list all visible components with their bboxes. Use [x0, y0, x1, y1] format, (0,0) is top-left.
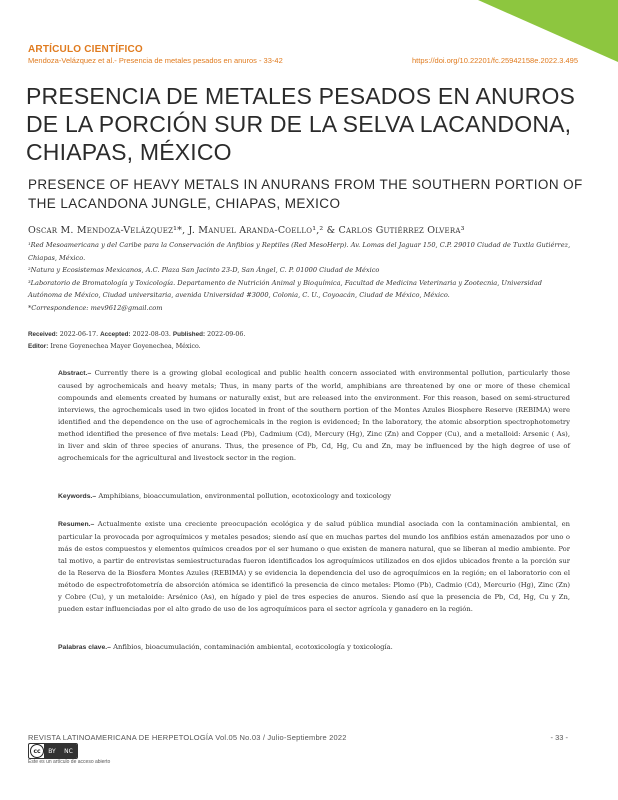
- abstract-text: Currently there is a growing global ecological and public health concern associated with environmental pollution, particularly those caused by agrochemicals and heavy metals; Thus, in many parts of the world, amphibians are threatened by one or more of these chemical compounds and elements created by humans or naturally exist, but are released into the environment. For this reason, based on semi-structured interviews, the agrochemicals used in two ejidos located in front of the southern portion of the Montes Azules Biosphere Reserve (REBIMA) were identified and the dependence on the use of agrochemicals in the region is evidenced; In the laboratory, the atomic absorption spectrophotometry method identified the presence of five metals: Lead (Pb), Cadmium (Cd), Mercury (Hg), Zinc (Zn) and Copper (Cu), and a metalloid: Arsenic ( As), in liver and skin of three species of anurans. Thus, the presence of Pb, Cd, Hg, Cu and Zn, may be influenced by the high degree of use of agrochemicals for the agricultural and livestock sector in the region.: [58, 369, 570, 462]
- received-label: Received:: [28, 331, 58, 338]
- journal-footer: REVISTA LATINOAMERICANA DE HERPETOLOGÍA Vol.05 No.03 / Julio-Septiembre 2022: [28, 733, 347, 742]
- page-number: - 33 -: [550, 733, 568, 742]
- received-date: 2022-06-17.: [59, 331, 99, 338]
- affiliations: [28, 239, 573, 314]
- resumen-label: Resumen.–: [58, 521, 95, 528]
- abstract-label: Abstract.–: [58, 370, 92, 377]
- accepted-label: Accepted:: [100, 331, 131, 338]
- corner-green-tab: [478, 0, 618, 62]
- doi-link[interactable]: https://doi.org/10.22201/fc.25942158e.2022.3.495: [412, 56, 578, 65]
- section-label: ARTÍCULO CIENTÍFICO: [28, 44, 143, 55]
- published-date: 2022-09-06.: [207, 331, 246, 338]
- title-en-line: THE LACANDONA JUNGLE, CHIAPAS, MEXICO: [28, 196, 341, 211]
- running-head: Mendoza-Velázquez et al.- Presencia de metales pesados en anuros - 33-42: [28, 56, 283, 65]
- title-english: [28, 175, 588, 213]
- keywords: [58, 492, 570, 500]
- title-spanish: [26, 82, 586, 166]
- cc-icon: cc: [30, 744, 44, 758]
- authors: Oscar M. Mendoza-Velázquez¹*, J. Manuel Aranda-Coello¹,² & Carlos Gutiérrez Olvera³: [28, 225, 465, 236]
- cc-by-text: BY: [48, 747, 56, 755]
- correspondence: *Correspondence: mev9612@gmail.com: [28, 303, 163, 312]
- cc-by-nc-label: [44, 744, 77, 758]
- palabras-label: Palabras clave.–: [58, 644, 111, 651]
- published-label: Published:: [172, 331, 206, 338]
- title-es-line: CHIAPAS, MÉXICO: [26, 139, 232, 165]
- affiliation-3: ³Laboratorio de Bromatología y Toxicología. Departamento de Nutrición Animal y Bioquímica, Facultad de Medicina Veterinaria y Zootecnia, Universidad Autónoma de México, Ciudad universitaria, avenida Universidad #3000, Colonia, C. U., Coyoacán, Ciudad de México, México.: [28, 278, 542, 299]
- keywords-text: Amphibians, bioaccumulation, environmental pollution, ecotoxicology and toxicology: [98, 492, 392, 500]
- accepted-date: 2022-08-03.: [132, 331, 171, 338]
- editor-label: Editor:: [28, 343, 49, 350]
- license-text: Este es un artículo de acceso abierto: [28, 759, 111, 765]
- palabras-text: Anfibios, bioacumulación, contaminación ambiental, ecotoxicología y toxicología.: [113, 643, 393, 651]
- cc-nc-text: NC: [64, 747, 73, 755]
- cc-license-badge[interactable]: [28, 743, 78, 759]
- affiliation-2: ²Natura y Ecosistemas Mexicanos, A.C. Plaza San Jacinto 23-D, San Ángel, C. P. 01000 Ciudad de México: [28, 266, 380, 274]
- resumen-text: Actualmente existe una creciente preocupación ecológica y de salud pública mundial asociada con la contaminación ambiental, en particular la provocada por agroquímicos y metales pesados; siendo así que en muchas partes del mundo los anfibios están amenazados por uno o más de estos compuestos y elementos químicos creados por el ser humano o que existen de manera natural, que se liberan al medio ambiente. Por tal motivo, a partir de entrevistas semiestructuradas fueron identificados los agroquímicos utilizados en dos ejidos ubicados frente a la porción sur de la Reserva de la Biosfera Montes Azules (REBIMA) y se evidencia la dependencia del uso de agroquímicos en la región; en el laboratorio con el método de espectrofotometría de absorción atómica se identificó la presencia de cinco metales: Plomo (Pb), Cadmio (Cd), Mercurio (Hg), Zinc (Zn) y Cobre (Cu), y un metaloide: Arsénico (As), en hígado y piel de tres especies de anuros. Siendo así que la presencia de Pb, Cd, Hg, Cu y Zn, pueden estar influenciadas por el alto grado de uso de los agroquímicos para el sector agrícola y ganadero en la región.: [58, 520, 570, 613]
- abstract: [58, 367, 570, 464]
- affiliation-1: ¹Red Mesoamericana y del Caribe para la Conservación de Anfibios y Reptiles (Red MesoHerp). Av. Lomas del Jaguar 150, C.P. 29010 Ciudad de Tuxtla Gutiérrez, Chiapas, México.: [28, 241, 571, 262]
- title-es-line: DE LA PORCIÓN SUR DE LA SELVA LACANDONA,: [26, 111, 572, 137]
- article-dates: [28, 329, 588, 353]
- keywords-label: Keywords.–: [58, 493, 97, 500]
- title-en-line: PRESENCE OF HEAVY METALS IN ANURANS FROM THE SOUTHERN PORTION OF: [28, 177, 583, 192]
- title-es-line: PRESENCIA DE METALES PESADOS EN ANUROS: [26, 83, 576, 109]
- resumen: [58, 518, 570, 615]
- palabras-clave: [58, 643, 570, 651]
- editor-name: Irene Goyenechea Mayer Goyenechea, México.: [50, 343, 201, 350]
